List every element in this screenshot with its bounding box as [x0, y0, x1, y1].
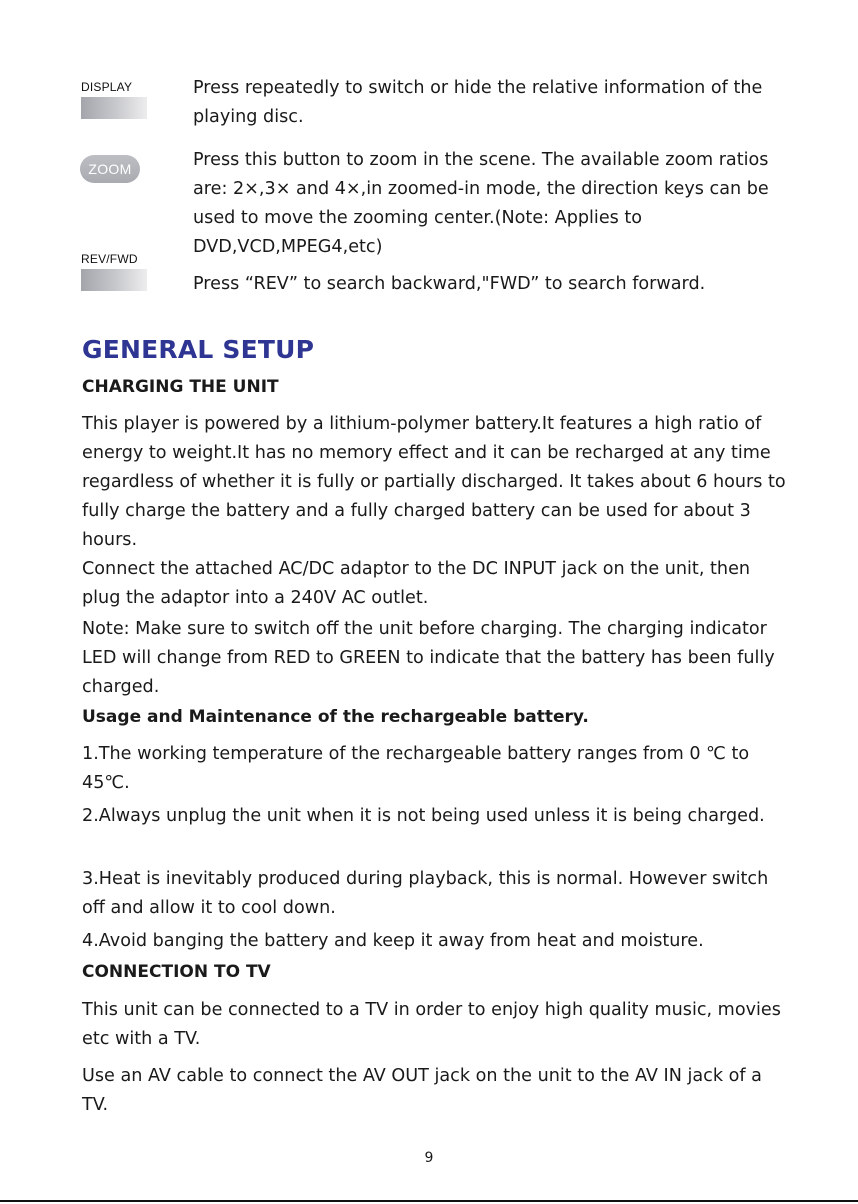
revfwd-button-label: REV/FWD — [81, 252, 138, 266]
usage-item-1: 1.The working temperature of the rechargeable battery ranges from 0 ℃ to 45℃. — [82, 744, 750, 793]
display-button-label: DISPLAY — [81, 80, 133, 94]
zoom-description: Press this button to zoom in the scene. The available zoom ratios are: 2×,3× and 4×,in zoomed-in mode, the direction keys can be used to move the zooming center.(Note: Applies to DVD,VCD,MPEG4,etc) — [193, 150, 769, 257]
charging-paragraph-2: Connect the attached AC/DC adaptor to the DC INPUT jack on the unit, then plug the adaptor into a 240V AC outlet. — [82, 559, 751, 608]
usage-item-4: 4.Avoid banging the battery and keep it away from heat and moisture. — [82, 931, 704, 951]
page-number: 9 — [424, 1150, 434, 1166]
display-button-icon — [81, 97, 147, 119]
charging-paragraph-1: This player is powered by a lithium-polymer battery.It features a high ratio of energy to weight.It has no memory effect and it can be recharged at any time regardless of whether it is fully or partially discharged. It takes about 6 hours to fully charge the battery and a fully charged battery can be used for about 3 hours. — [82, 414, 786, 550]
usage-item-3: 3.Heat is inevitably produced during playback, this is normal. However switch off and allow it to cool down. — [82, 869, 769, 918]
charging-heading: CHARGING THE UNIT — [82, 377, 279, 397]
tv-heading: CONNECTION TO TV — [82, 962, 271, 982]
bottom-rule — [0, 1200, 858, 1202]
charging-paragraph-3: Note: Make sure to switch off the unit before charging. The charging indicator LED will change from RED to GREEN to indicate that the battery has been fully charged. — [82, 619, 775, 697]
zoom-button-icon — [80, 155, 140, 183]
revfwd-button-icon — [81, 269, 147, 291]
display-description: Press repeatedly to switch or hide the relative information of the playing disc. — [193, 78, 763, 127]
tv-paragraph-2: Use an AV cable to connect the AV OUT jack on the unit to the AV IN jack of a TV. — [82, 1066, 762, 1115]
revfwd-description: Press “REV” to search backward,"FWD” to search forward. — [193, 274, 706, 294]
usage-heading: Usage and Maintenance of the rechargeable battery. — [82, 707, 589, 727]
usage-item-2: 2.Always unplug the unit when it is not being used unless it is being charged. — [82, 806, 765, 826]
tv-paragraph-1: This unit can be connected to a TV in order to enjoy high quality music, movies etc with a TV. — [82, 1000, 781, 1049]
zoom-button-label: ZOOM — [88, 161, 132, 177]
section-title: GENERAL SETUP — [82, 335, 315, 364]
